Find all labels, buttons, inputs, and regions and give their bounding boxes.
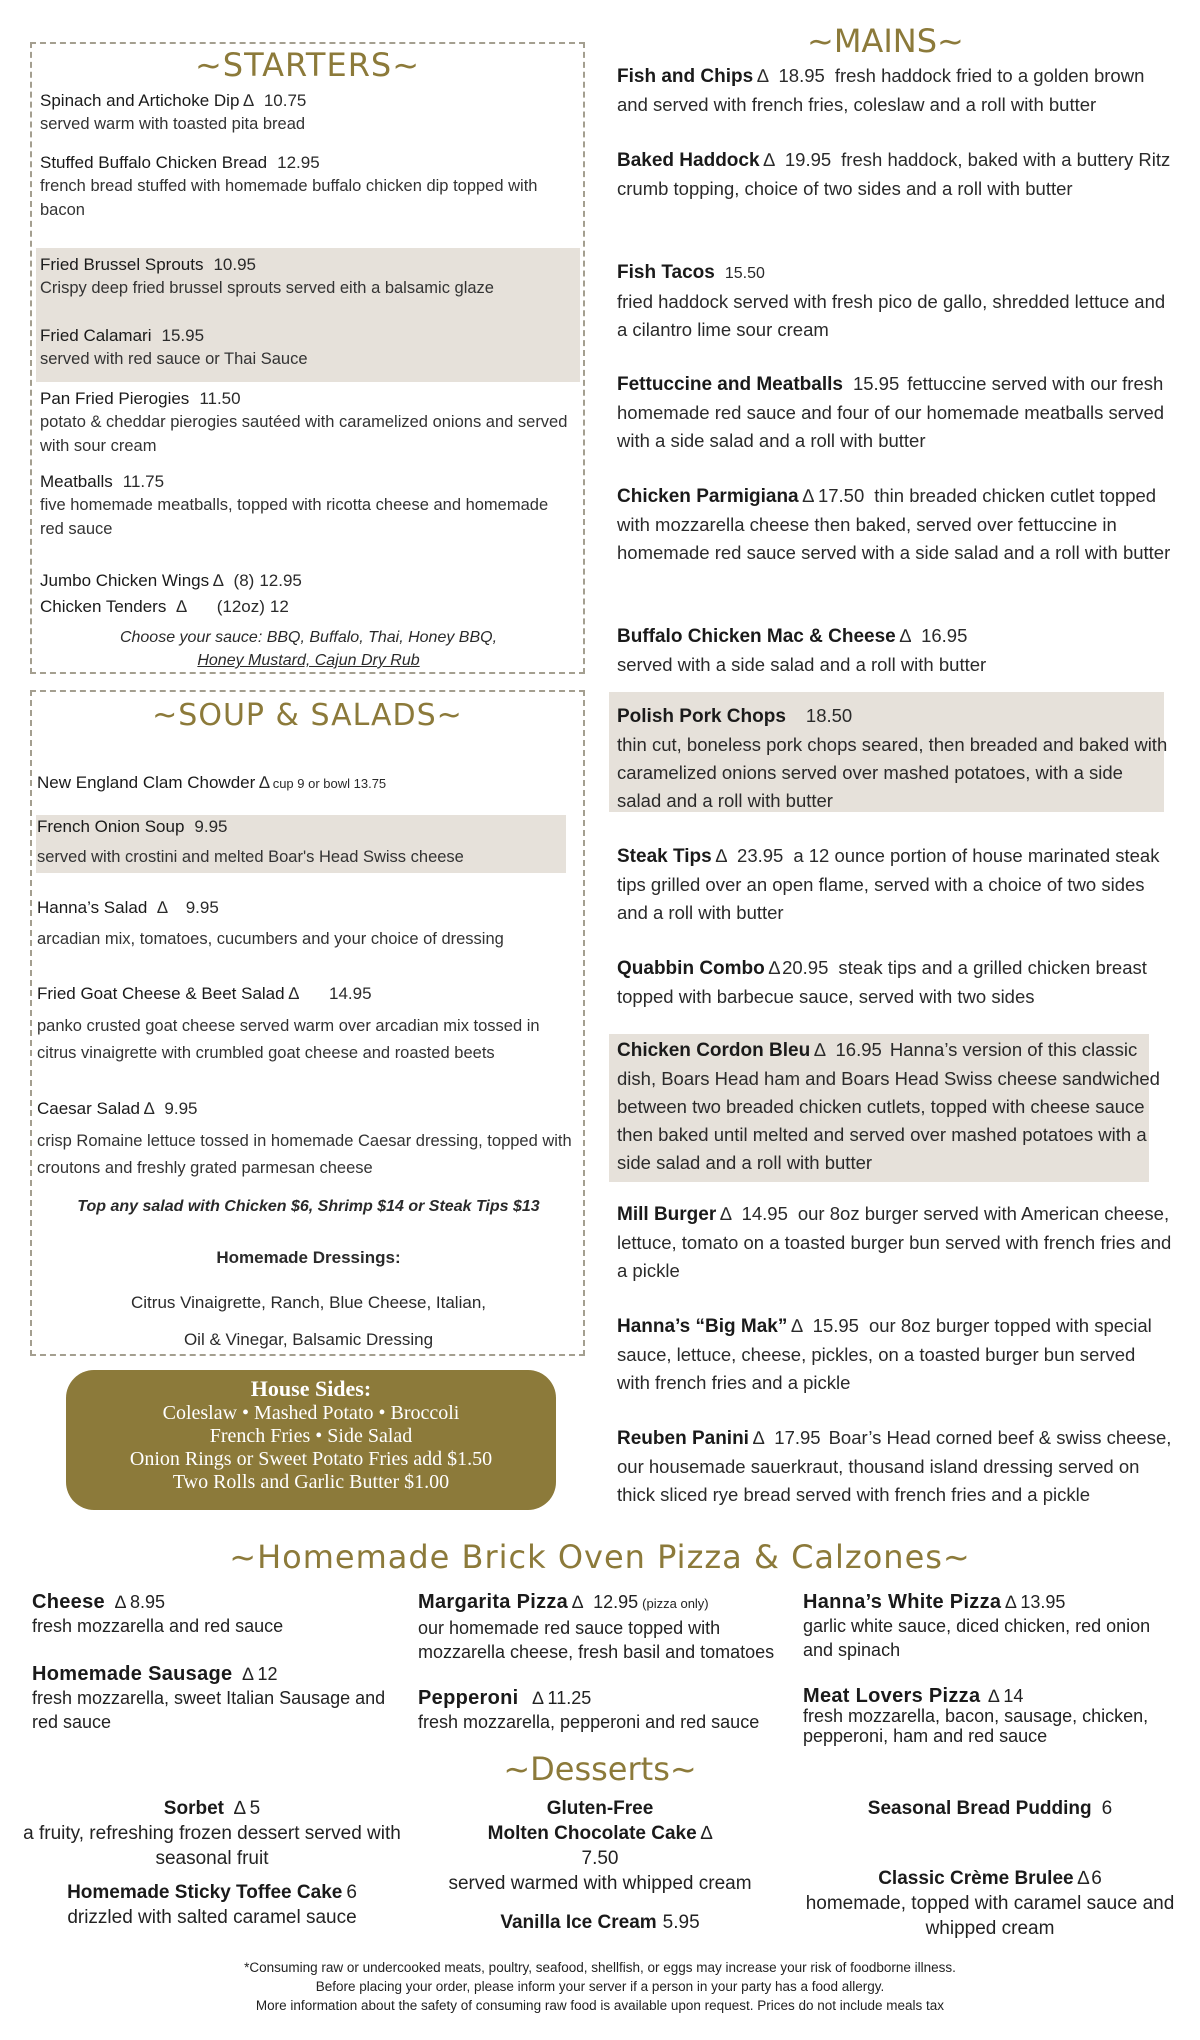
starter-item: Fried Brussel Sprouts 10.95 Crispy deep fried brussel sprouts served eith a balsamic glaze [40, 255, 494, 297]
pizza-item: Hanna’s White Pizza ∆ 13.95 garlic white sauce, diced chicken, red onion and spinach [803, 1591, 1151, 1660]
dessert-item: Sorbet ∆ 5 a fruity, refreshing frozen dessert served with seasonal fruit [23, 1798, 401, 1869]
house-sides-line: French Fries • Side Salad [209, 1425, 413, 1447]
dressings-title: Homemade Dressings: [216, 1248, 401, 1267]
pizza-item: Margarita Pizza ∆ 12.95 (pizza only) our homemade red sauce topped with mozzarella cheese, fresh basil and tomatoes [418, 1591, 775, 1662]
main-item: Polish Pork Chops 18.50 thin cut, boneless pork chops seared, then breaded and baked with caramelized onions served over mashed potatoes, with a side salad and a roll with butter [617, 705, 1168, 811]
pizza-item: Meat Lovers Pizza ∆ 14 fresh mozzarella, bacon, sausage, chicken, pepperoni, ham and red sauce [803, 1685, 1149, 1746]
wings-item: Jumbo Chicken Wings ∆ (8) 12.95 [40, 571, 302, 590]
starter-item: Meatballs 11.75 five homemade meatballs, topped with ricotta cheese and homemade red sauce [40, 472, 549, 538]
salad-topping-note: Top any salad with Chicken $6, Shrimp $14 or Steak Tips $13 [77, 1198, 540, 1215]
tenders-item: Chicken Tenders ∆ (12oz) 12 [40, 597, 289, 616]
mains-title: ~MAINS~ [807, 22, 964, 60]
main-item: Hanna’s “Big Mak” ∆ 15.95 our 8oz burger topped with special sauce, lettuce, cheese, pickles, on a toasted burger bun served with french fries and a pickle [617, 1315, 1152, 1393]
dessert-item: Homemade Sticky Toffee Cake 6 drizzled with salted caramel sauce [67, 1882, 357, 1928]
main-item: Chicken Parmigiana ∆ 17.50 thin breaded chicken cutlet topped with mozzarella cheese then baked, served over fettuccine in homemade red sauce served with a side salad and a roll with butter [617, 485, 1171, 563]
starters-title: ~STARTERS~ [194, 46, 421, 84]
house-sides-line: Coleslaw • Mashed Potato • Broccoli [162, 1402, 460, 1424]
salad-item: Hanna’s Salad ∆ 9.95 arcadian mix, tomatoes, cucumbers and your choice of dressing [37, 898, 504, 948]
allergy-disclaimer: *Consuming raw or undercooked meats, poultry, seafood, shellfish, or eggs may increase your risk of foodborne illness. Before placing your order, please inform your server if a person in your party has a food allergy. More information about the safety of consuming raw food is available upon request. Prices do not include meals tax [244, 1960, 956, 2013]
starter-item: Fried Calamari 15.95 served with red sauce or Thai Sauce [40, 326, 308, 368]
house-sides-line: Two Rolls and Garlic Butter $1.00 [172, 1471, 450, 1493]
soup-item: French Onion Soup 9.95 served with crostini and melted Boar's Head Swiss cheese [37, 817, 464, 866]
main-item: Baked Haddock ∆ 19.95 fresh haddock, baked with a buttery Ritz crumb topping, choice of two sides and a roll with butter [617, 149, 1171, 199]
main-item: Fish Tacos 15.50 fried haddock served with fresh pico de gallo, shredded lettuce and a cilantro lime sour cream [617, 262, 1166, 340]
starter-item: Stuffed Buffalo Chicken Bread 12.95 french bread stuffed with homemade buffalo chicken dip topped with bacon [40, 153, 538, 219]
pizza-item: Cheese ∆ 8.95 fresh mozzarella and red sauce [32, 1591, 284, 1636]
pizza-item: Pepperoni ∆ 11.25 fresh mozzarella, pepperoni and red sauce [418, 1687, 760, 1732]
main-item: Buffalo Chicken Mac & Cheese ∆ 16.95 served with a side salad and a roll with butter [617, 625, 987, 675]
starter-item: Pan Fried Pierogies 11.50 potato & cheddar pierogies sautéed with caramelized onions and served with sour cream [40, 389, 568, 455]
dessert-item: Classic Crème Brulee ∆ 6 homemade, topped with caramel sauce and whipped cream [805, 1868, 1175, 1939]
main-item: Fish and Chips ∆ 18.95 fresh haddock fried to a golden brown and served with french fries, coleslaw and a roll with butter [617, 65, 1145, 115]
house-sides-title: House Sides: [250, 1376, 372, 1401]
pizza-item: Homemade Sausage ∆ 12 fresh mozzarella, sweet Italian Sausage and red sauce [32, 1663, 386, 1732]
starter-item: Spinach and Artichoke Dip ∆ 10.75 served warm with toasted pita bread [40, 91, 307, 133]
pizza-title: ~Homemade Brick Oven Pizza & Calzones~ [229, 1538, 971, 1576]
main-item: Mill Burger ∆ 14.95 our 8oz burger served with American cheese, lettuce, tomato on a toasted burger bun served with french fries and a pickle [617, 1203, 1172, 1281]
main-item: Quabbin Combo ∆ 20.95 steak tips and a grilled chicken breast topped with barbecue sauce, served with two sides [617, 957, 1147, 1007]
desserts-title: ~Desserts~ [503, 1750, 697, 1788]
dessert-item: Seasonal Bread Pudding 6 [867, 1798, 1113, 1819]
main-item: Chicken Cordon Bleu ∆ 16.95 Hanna’s version of this classic dish, Boars Head ham and Boars Head Swiss cheese sandwiched between two breaded chicken cutlets, topped with cheese sauce then baked until melted and served over mashed potatoes with a side salad and a roll with butter [617, 1039, 1160, 1173]
main-item: Fettuccine and Meatballs 15.95 fettuccine served with our fresh homemade red sauce and four of our homemade meatballs served with a side salad and a roll with butter [617, 373, 1165, 451]
salad-item: Fried Goat Cheese & Beet Salad ∆ 14.95 panko crusted goat cheese served warm over arcadian mix tossed in citrus vinaigrette with crumbled goat cheese and roasted beets [37, 984, 540, 1062]
sauce-note: Choose your sauce: BBQ, Buffalo, Thai, Honey BBQ, Honey Mustard, Cajun Dry Rub [119, 629, 498, 669]
house-sides-panel [66, 1370, 556, 1510]
salad-item: Caesar Salad ∆ 9.95 crisp Romaine lettuce tossed in homemade Caesar dressing, topped with croutons and freshly grated parmesan cheese [37, 1099, 572, 1177]
main-item: Steak Tips ∆ 23.95 a 12 ounce portion of house marinated steak tips grilled over an open flame, served with a choice of two sides and a roll with butter [617, 845, 1160, 923]
house-sides-line: Onion Rings or Sweet Potato Fries add $1.50 [129, 1448, 493, 1470]
soups-title: ~SOUP & SALADS~ [152, 698, 463, 733]
main-item: Reuben Panini ∆ 17.95 Boar’s Head corned beef & swiss cheese, our housemade sauerkraut, thousand island dressing served on thick sliced rye bread served with french fries and a pickle [617, 1427, 1172, 1505]
dessert-item: Gluten-Free Molten Chocolate Cake ∆ 7.50 served warmed with whipped cream [448, 1798, 752, 1894]
dessert-item: Vanilla Ice Cream 5.95 [500, 1912, 700, 1933]
dressings-list: Citrus Vinaigrette, Ranch, Blue Cheese, Italian, Oil & Vinegar, Balsamic Dressing [131, 1293, 486, 1349]
chowder-item: New England Clam Chowder ∆ cup 9 or bowl 13.75 [37, 773, 387, 792]
